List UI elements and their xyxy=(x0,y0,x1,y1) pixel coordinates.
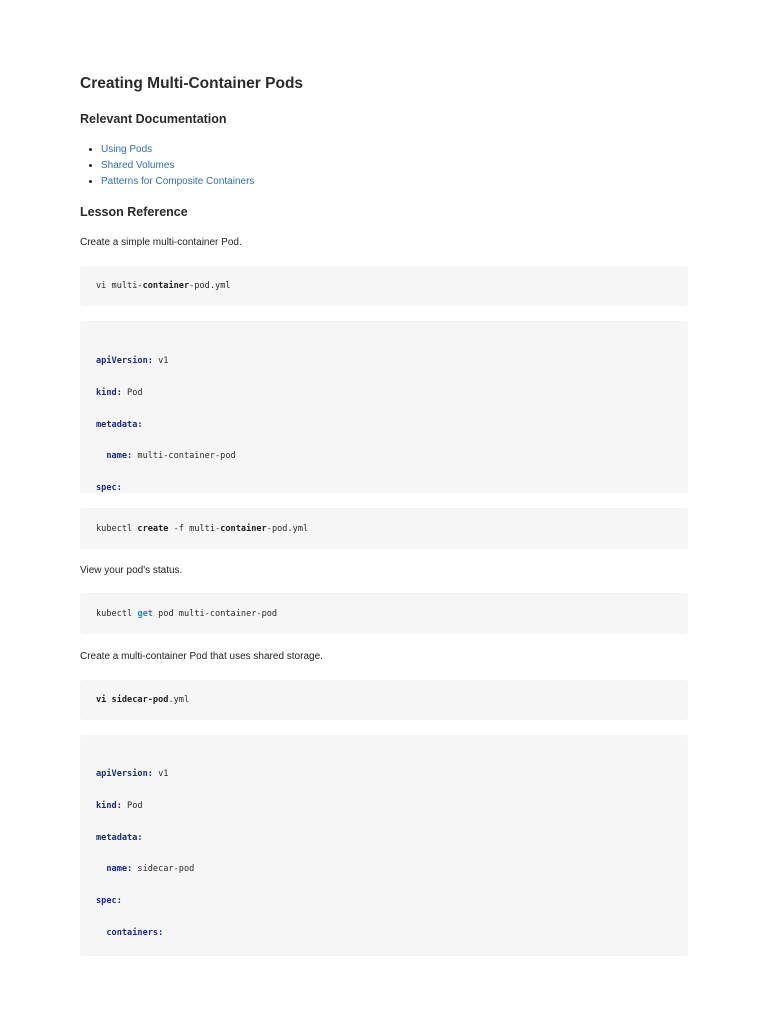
code-block-kubectl-get[interactable] xyxy=(80,593,688,634)
code-line: apiVersion: v1 xyxy=(96,356,169,366)
code-line: containers: xyxy=(96,927,164,938)
code-line: kind: Pod xyxy=(96,800,143,811)
link-composite-containers[interactable]: Patterns for Composite Containers xyxy=(101,176,255,187)
code-line: metadata: xyxy=(96,832,143,843)
code-block-yaml-sidecar[interactable] xyxy=(80,735,688,956)
code-block-kubectl-create[interactable] xyxy=(80,508,688,549)
code-block-yaml-multi[interactable] xyxy=(80,321,688,493)
code-line: metadata: xyxy=(96,419,143,430)
code-line: vi sidecar-pod.yml xyxy=(96,695,190,705)
page-title: Creating Multi-Container Pods xyxy=(80,75,304,92)
code-line: kubectl get pod multi-container-pod xyxy=(96,608,278,619)
code-line: apiVersion: v1 xyxy=(96,769,169,779)
code-line: spec: xyxy=(96,896,122,907)
code-line: name: multi-container-pod xyxy=(96,451,236,462)
list-item xyxy=(101,158,254,174)
intro-text: Create a simple multi-container Pod. xyxy=(80,237,242,248)
code-line: kind: Pod xyxy=(96,387,143,398)
link-using-pods[interactable]: Using Pods xyxy=(101,144,153,155)
code-block-vi-sidecar[interactable] xyxy=(80,680,688,720)
list-item xyxy=(101,174,254,190)
lesson-reference-heading: Lesson Reference xyxy=(80,205,188,219)
code-line: name: sidecar-pod xyxy=(96,864,195,875)
docs-link-list xyxy=(80,142,254,190)
link-shared-volumes[interactable]: Shared Volumes xyxy=(101,160,175,171)
status-text: View your pod's status. xyxy=(80,565,183,576)
relevant-docs-heading: Relevant Documentation xyxy=(80,112,227,126)
code-line: vi multi-container-pod.yml xyxy=(96,281,231,291)
shared-storage-text: Create a multi-container Pod that uses shared storage. xyxy=(80,651,323,662)
code-line: kubectl create -f multi-container-pod.yml xyxy=(96,523,309,534)
code-block-vi-multi[interactable] xyxy=(80,266,688,306)
list-item xyxy=(101,142,254,158)
code-line: spec: xyxy=(96,483,122,493)
